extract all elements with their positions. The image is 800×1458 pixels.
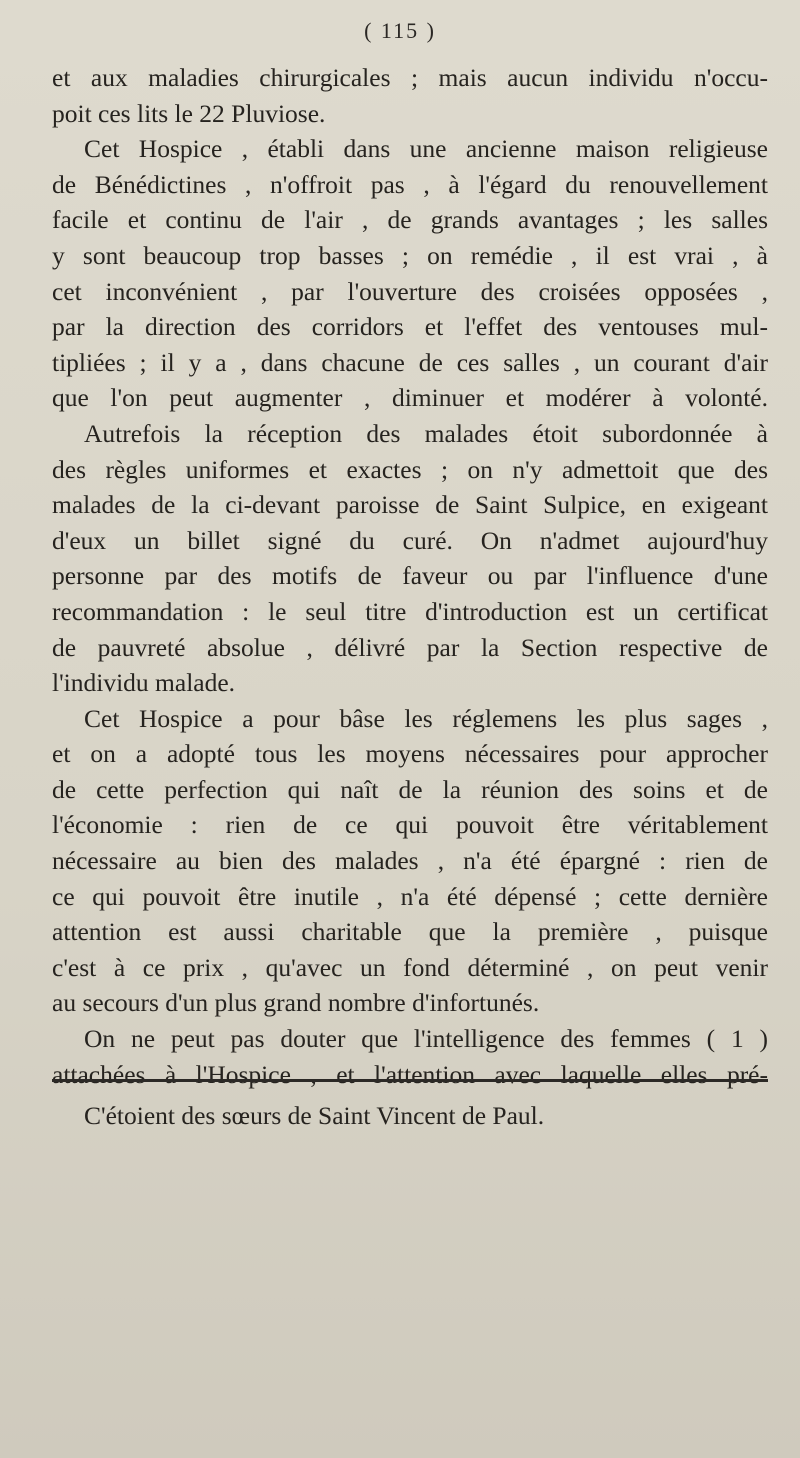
page-number: ( 115 )	[364, 18, 436, 43]
text-line: ce qui pouvoit être inutile , n'a été dépensé ; cette dernière	[52, 881, 768, 911]
text-line: d'eux un billet signé du curé. On n'admet aujourd'huy	[52, 525, 768, 555]
text-line: que l'on peut augmenter , diminuer et modérer à volonté.	[52, 383, 768, 413]
footnote: C'étoient des sœurs de Saint Vincent de Paul.	[84, 1101, 545, 1130]
text-line: et aux maladies chirurgicales ; mais aucun individu n'occu-	[52, 63, 768, 92]
text-line: personne par des motifs de faveur ou par l'influence d'une	[52, 561, 768, 591]
text-line: malades de la ci-devant paroisse de Saint Sulpice, en exigeant	[52, 490, 768, 520]
text-line: poit ces lits le 22 Pluviose.	[52, 98, 326, 128]
text-line: attachées à l'Hospice , et l'attention avec laquelle elles pré-	[52, 1059, 768, 1089]
text-line: On ne peut pas douter que l'intelligence des femmes ( 1 )	[84, 1024, 768, 1054]
text-line: de pauvreté absolue , délivré par la Section respective de	[52, 632, 768, 662]
text-line: recommandation : le seul titre d'introduction est un certificat	[52, 596, 768, 626]
body-text	[52, 60, 768, 1092]
text-line: au secours d'un plus grand nombre d'infortunés.	[52, 988, 540, 1018]
text-line: l'individu malade.	[52, 668, 236, 698]
text-line: et on a adopté tous les moyens nécessaires pour approcher	[52, 739, 768, 769]
text-line: tipliées ; il y a , dans chacune de ces salles , un courant d'air	[52, 347, 768, 377]
text-line: facile et continu de l'air , de grands avantages ; les salles	[52, 205, 768, 235]
text-line: de Bénédictines , n'offroit pas , à l'égard du renouvellement	[52, 169, 768, 199]
text-line: par la direction des corridors et l'effet des ventouses mul-	[52, 312, 768, 342]
text-line: des règles uniformes et exactes ; on n'y admettoit que des	[52, 454, 768, 484]
text-line: l'économie : rien de ce qui pouvoit être véritablement	[52, 810, 768, 840]
text-line: Cet Hospice , établi dans une ancienne maison religieuse	[84, 134, 768, 164]
text-line: y sont beaucoup trop basses ; on remédie , il est vrai , à	[52, 240, 768, 270]
text-line: de cette perfection qui naît de la réunion des soins et de	[52, 774, 768, 804]
text-line: attention est aussi charitable que la première , puisque	[52, 917, 768, 947]
text-line: Autrefois la réception des malades étoit subordonnée à	[84, 418, 768, 448]
text-line: Cet Hospice a pour bâse les réglemens les plus sages ,	[84, 703, 768, 733]
text-line: cet inconvénient , par l'ouverture des croisées opposées ,	[52, 276, 768, 306]
text-line: nécessaire au bien des malades , n'a été épargné : rien de	[52, 846, 768, 876]
text-line: c'est à ce prix , qu'avec un fond déterminé , on peut venir	[52, 952, 768, 982]
footnote-rule	[52, 1079, 768, 1082]
